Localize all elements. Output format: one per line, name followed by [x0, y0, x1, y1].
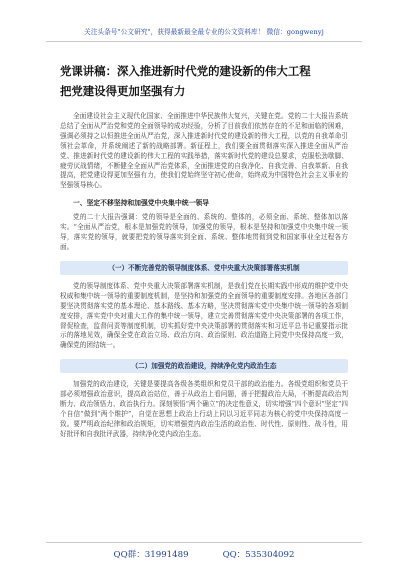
section-1-paragraph: 党的二十大报告强调：党的领导是全面的、系统的、整体的，必须全面、系统、整体加以落实。“全面从严治党，根本是加强党的领导，加强党的领导，根本是坚持和加强党中央集中统一领导，落实党的领导，就要把党的领导落实到全面、系统、整体地贯彻到党和国家事业全过程各方面。 — [60, 213, 348, 251]
header-divider — [46, 41, 362, 42]
header-note: 关注头条号"公文研究"，获得最新最全最专业的公文资料库！ 微信：gongwenyj — [84, 28, 324, 36]
document-title-line-1: 党课讲稿：深入推进新时代党的建设新的伟大工程 — [60, 64, 311, 78]
subsection-heading-1: （一）不断完善党的领导制度体系、党中央重大决策部署落实机制 — [60, 261, 348, 275]
footer-contact — [0, 548, 408, 560]
footer-qq-group: QQ群：31991489 — [113, 550, 189, 560]
intro-paragraph: 全面建设社会主义现代化国家、全面推进中华民族伟大复兴，关键在党。党的二十大报告系统总结了全面从严治党和党的全面领导的成功经验，分析了目前我们依然存在的不足和面临的困难，强调必须持之以恒推进全面从严治党，深入推进新时代党的建设新的伟大工程，以党的自我革命引领社会革命，并系统阐述了新的战略部署。新征程上，我们要全面贯彻落实深入推进全面从严治党、推进新时代党的建设新的伟大工程的实践举措，落实新时代党的建设总要求，克服松劲歇脚、疲劳厌战情绪，不断健全全面从严治党体系，全面推进党的自我净化、自我完善、自我革新、自我提高，把党建设得更加坚强有力，使我们党始终坚守初心使命，始终成为中国特色社会主义事业的坚强领导核心。 — [60, 112, 348, 190]
subsection-1-paragraph: 党的领导制度体系、党中央重大决策部署落实机制，是我们党在长期实践中形成的维护党中央权威和集中统一领导的重要制度机制，是坚持和加强党的全面领导的重要制度安排。各地区各部门要坚决贯彻落实党的基本理论、基本路线、基本方略，坚决贯彻落实党中央集中统一领导的各项制度安排，落实党中央对重大工作的集中统一领导，建立完善贯彻落实党中央决策部署的各项工作，督促检查，监督问责等制度机制，切实抓好党中央决策部署的贯彻落实和习近平总书记重要指示批示的落地见效，确保全党在政治立场、政治方向、政治原则、政治道路上同党中央保持高度一致，确保党的团结统一。 — [60, 281, 348, 350]
footer-qq: QQ：535304092 — [222, 550, 295, 560]
subsection-heading-2: （二）加强党的政治建设，持续净化党内政治生态 — [60, 359, 348, 373]
document-body — [60, 112, 348, 440]
footer-divider — [46, 542, 362, 543]
subsection-2-paragraph: 加强党的政治建设，关键是要提高各级各类组织和党员干部的政治能力。各级党组织和党员干部必须增强政治意识，提高政治站位，善于从政治上看问题，善于把握政治大局，不断提高政治判断力、政治领悟力、政治执行力。深刻领悟“两个确立”的决定性意义，切实增强“四个意识”坚定“四个自信”做到“两个维护”，自觉在思想上政治上行动上同以习近平同志为核心的党中央保持高度一致。要严明政治纪律和政治规矩，切实增强党内政治生活的政治性、时代性、原则性、战斗性，用好批评和自我批评武器，持续净化党内政治生态。 — [60, 380, 348, 438]
document-title-line-2: 把党建设得更加坚强有力 — [60, 84, 186, 98]
section-heading-1: 一、坚定不移坚持和加强党中央集中统一领导 — [73, 199, 209, 208]
